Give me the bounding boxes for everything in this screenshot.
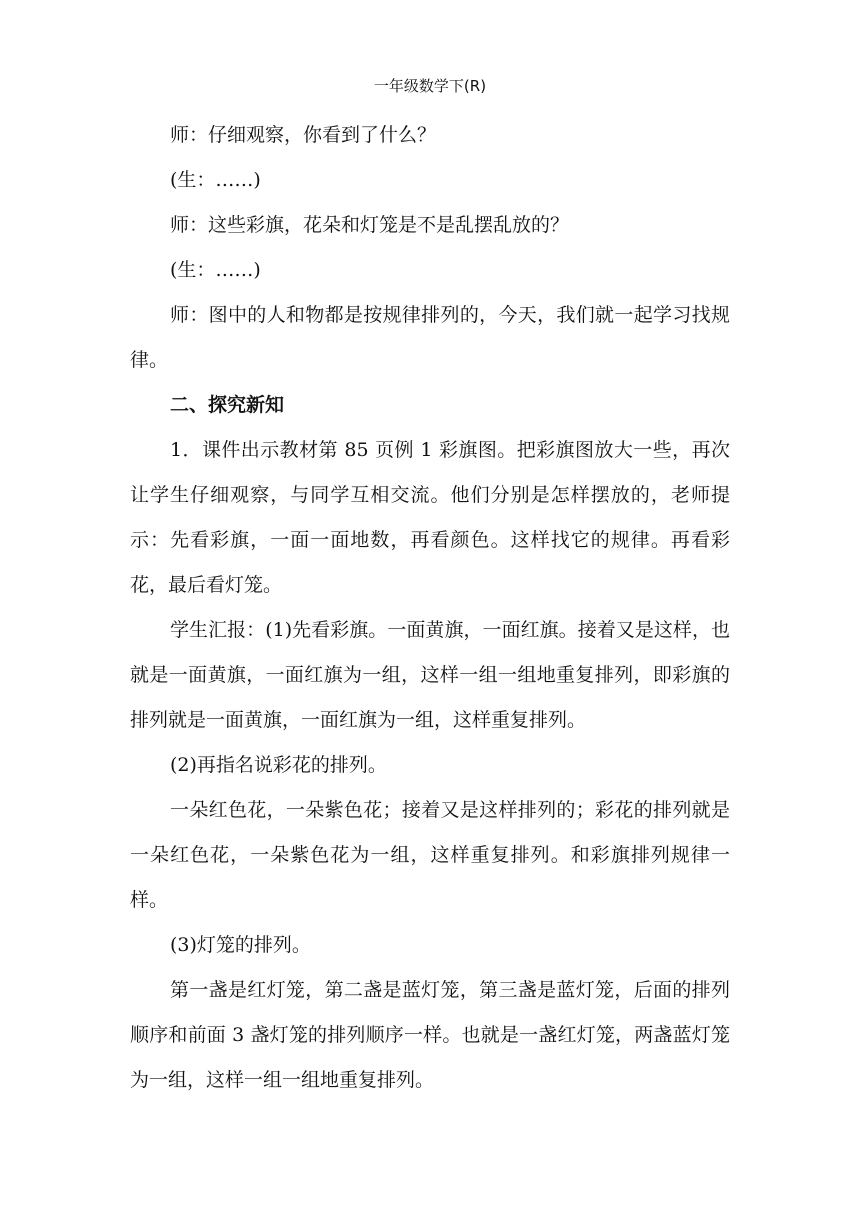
body-paragraph: (3)灯笼的排列。 <box>170 934 311 956</box>
document-body <box>130 113 730 1103</box>
dialogue-paragraph: 师：仔细观察，你看到了什么？ <box>170 124 437 146</box>
body-paragraph: 第一盏是红灯笼，第二盏是蓝灯笼，第三盏是蓝灯笼，后面的排列顺序和前面 3 盏灯笼的排列顺序一样。也就是一盏红灯笼，两盏蓝灯笼为一组，这样一组一组地重复排列。 <box>130 979 730 1091</box>
dialogue-paragraph: (生：……) <box>170 169 261 191</box>
body-paragraph: 1．课件出示教材第 85 页例 1 彩旗图。把彩旗图放大一些，再次让学生仔细观察，与同学互相交流。他们分别是怎样摆放的，老师提示：先看彩旗，一面一面地数，再看颜色。这样找它的规律。再看彩花，最后看灯笼。 <box>130 439 730 596</box>
dialogue-paragraph: 师：图中的人和物都是按规律排列的，今天，我们就一起学习找规律。 <box>130 304 730 371</box>
body-paragraph: (2)再指名说彩花的排列。 <box>170 754 387 776</box>
section-heading: 二、探究新知 <box>170 394 285 416</box>
dialogue-paragraph: (生：……) <box>170 259 261 281</box>
dialogue-paragraph: 师：这些彩旗，花朵和灯笼是不是乱摆乱放的？ <box>170 214 570 236</box>
body-paragraph: 学生汇报：(1)先看彩旗。一面黄旗，一面红旗。接着又是这样，也就是一面黄旗，一面红旗为一组，这样一组一组地重复排列，即彩旗的排列就是一面黄旗，一面红旗为一组，这样重复排列。 <box>130 619 730 731</box>
page-header: 一年级数学下(R) <box>373 77 487 95</box>
body-paragraph: 一朵红色花，一朵紫色花；接着又是这样排列的；彩花的排列就是一朵红色花，一朵紫色花为一组，这样重复排列。和彩旗排列规律一样。 <box>130 799 730 911</box>
